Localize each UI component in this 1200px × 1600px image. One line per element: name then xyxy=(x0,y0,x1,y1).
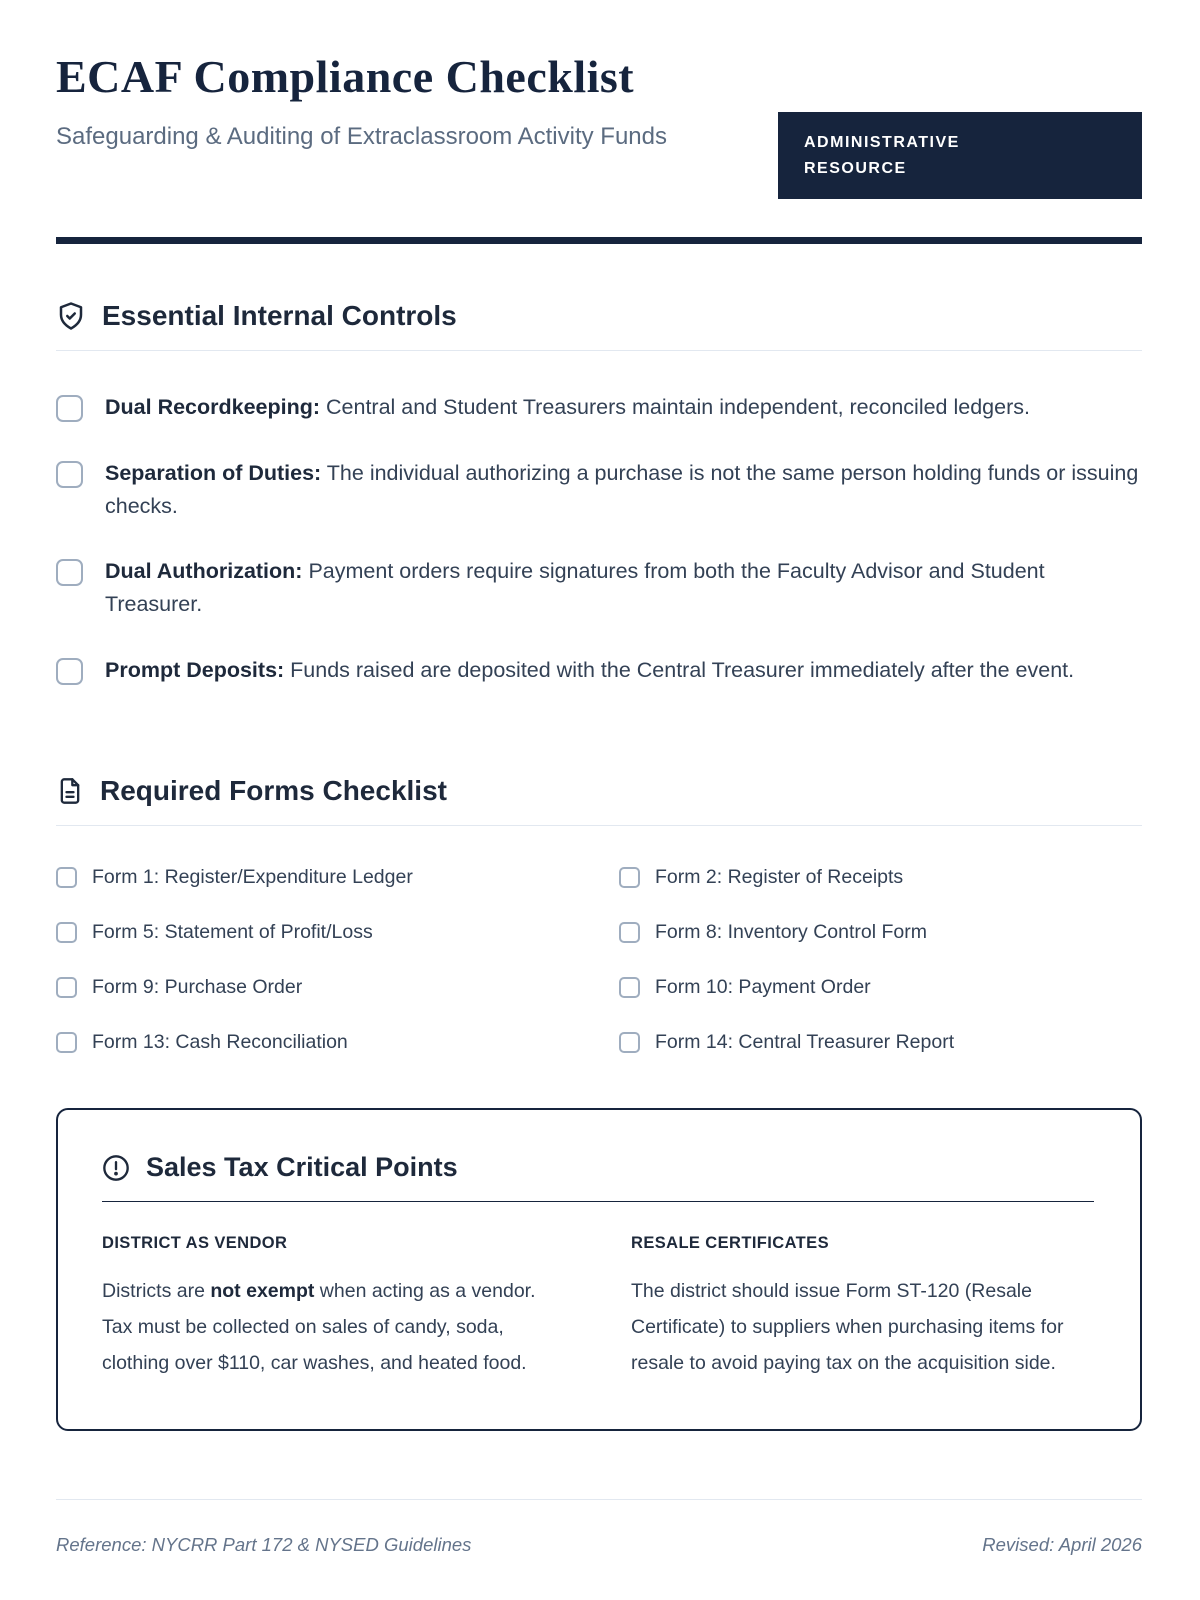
vendor-text-pre: Districts are xyxy=(102,1280,211,1303)
form-item xyxy=(56,1031,579,1054)
admin-resource-badge xyxy=(778,112,1142,199)
page-title: ECAF Compliance Checklist xyxy=(56,51,635,102)
control-text xyxy=(105,555,1142,622)
form-item xyxy=(56,921,579,944)
checkbox-form-8[interactable] xyxy=(619,922,640,943)
checkbox-form-2[interactable] xyxy=(619,867,640,888)
control-text xyxy=(105,457,1142,524)
section-internal-controls xyxy=(56,300,1142,719)
form-label: Form 2: Register of Receipts xyxy=(655,866,904,889)
checkbox-form-14[interactable] xyxy=(619,1032,640,1053)
internal-controls-heading xyxy=(56,300,1142,351)
form-item xyxy=(619,976,1142,999)
section-title: Required Forms Checklist xyxy=(100,775,447,807)
control-description: Payment orders require signatures from both the Faculty Advisor and Student Treasurer. xyxy=(105,559,1045,617)
form-label: Form 13: Cash Reconciliation xyxy=(92,1031,348,1054)
control-label: Prompt Deposits: xyxy=(105,657,285,682)
form-item xyxy=(619,1031,1142,1054)
footer-revised: Revised: April 2026 xyxy=(982,1534,1142,1555)
control-label: Dual Recordkeeping: xyxy=(105,395,321,420)
section-title: Sales Tax Critical Points xyxy=(146,1152,458,1183)
header-divider xyxy=(56,237,1142,244)
tax-column-heading: RESALE CERTIFICATES xyxy=(631,1234,829,1253)
vendor-text-post: when acting as a vendor. Tax must be collected on sales of candy, soda, clothing over $110, car washes, and heated food. xyxy=(102,1280,536,1375)
checkbox-form-13[interactable] xyxy=(56,1032,77,1053)
control-description: Central and Student Treasurers maintain independent, reconciled ledgers. xyxy=(320,395,1030,420)
checkbox-form-1[interactable] xyxy=(56,867,77,888)
control-description: The individual authorizing a purchase is not the same person holding funds or issuing checks. xyxy=(105,460,1139,518)
tax-column-resale xyxy=(631,1234,1094,1381)
footer-reference: Reference: NYCRR Part 172 & NYSED Guidelines xyxy=(56,1534,472,1555)
checkbox-dual-authorization[interactable] xyxy=(56,559,83,586)
checkbox-form-5[interactable] xyxy=(56,922,77,943)
form-item xyxy=(56,976,579,999)
shield-check-icon xyxy=(56,301,86,331)
form-label: Form 10: Payment Order xyxy=(655,976,871,999)
control-description: Funds raised are deposited with the Central Treasurer immediately after the event. xyxy=(284,657,1075,682)
tax-column-vendor xyxy=(102,1234,565,1381)
header-left xyxy=(56,50,667,155)
header xyxy=(56,50,1142,199)
control-text xyxy=(105,654,1074,687)
form-item xyxy=(619,921,1142,944)
page-subtitle: Safeguarding & Auditing of Extraclassroom Activity Funds xyxy=(56,123,667,150)
section-required-forms xyxy=(56,775,1142,1054)
control-item xyxy=(56,555,1142,622)
control-text xyxy=(105,391,1030,424)
tax-column-text xyxy=(102,1273,565,1381)
checkbox-dual-recordkeeping[interactable] xyxy=(56,395,83,422)
tax-columns xyxy=(102,1234,1094,1381)
badge-label: ADMINISTRATIVE RESOURCE xyxy=(804,134,960,177)
form-label: Form 8: Inventory Control Form xyxy=(655,921,927,944)
control-label: Separation of Duties: xyxy=(105,460,322,485)
forms-grid xyxy=(56,866,1142,1054)
checkbox-prompt-deposits[interactable] xyxy=(56,658,83,685)
form-label: Form 1: Register/Expenditure Ledger xyxy=(92,866,413,889)
form-label: Form 5: Statement of Profit/Loss xyxy=(92,921,373,944)
vendor-text-bold: not exempt xyxy=(210,1280,315,1303)
control-item xyxy=(56,457,1142,524)
tax-column-heading: DISTRICT AS VENDOR xyxy=(102,1234,288,1253)
form-label: Form 9: Purchase Order xyxy=(92,976,303,999)
section-title: Essential Internal Controls xyxy=(102,300,457,332)
checkbox-form-9[interactable] xyxy=(56,977,77,998)
document-icon xyxy=(56,777,84,805)
form-label: Form 14: Central Treasurer Report xyxy=(655,1031,955,1054)
required-forms-heading xyxy=(56,775,1142,826)
control-item xyxy=(56,391,1142,424)
control-item xyxy=(56,654,1142,687)
alert-circle-icon xyxy=(102,1154,130,1182)
tax-column-text: The district should issue Form ST-120 (Resale Certificate) to suppliers when purchasing items for resale to avoid paying tax on the acquisition side. xyxy=(631,1280,1064,1375)
sales-tax-heading xyxy=(102,1152,1094,1202)
footer xyxy=(56,1499,1142,1556)
form-item xyxy=(56,866,579,889)
control-label: Dual Authorization: xyxy=(105,559,303,584)
checkbox-form-10[interactable] xyxy=(619,977,640,998)
form-item xyxy=(619,866,1142,889)
sales-tax-callout xyxy=(56,1108,1142,1431)
checkbox-separation-of-duties[interactable] xyxy=(56,461,83,488)
